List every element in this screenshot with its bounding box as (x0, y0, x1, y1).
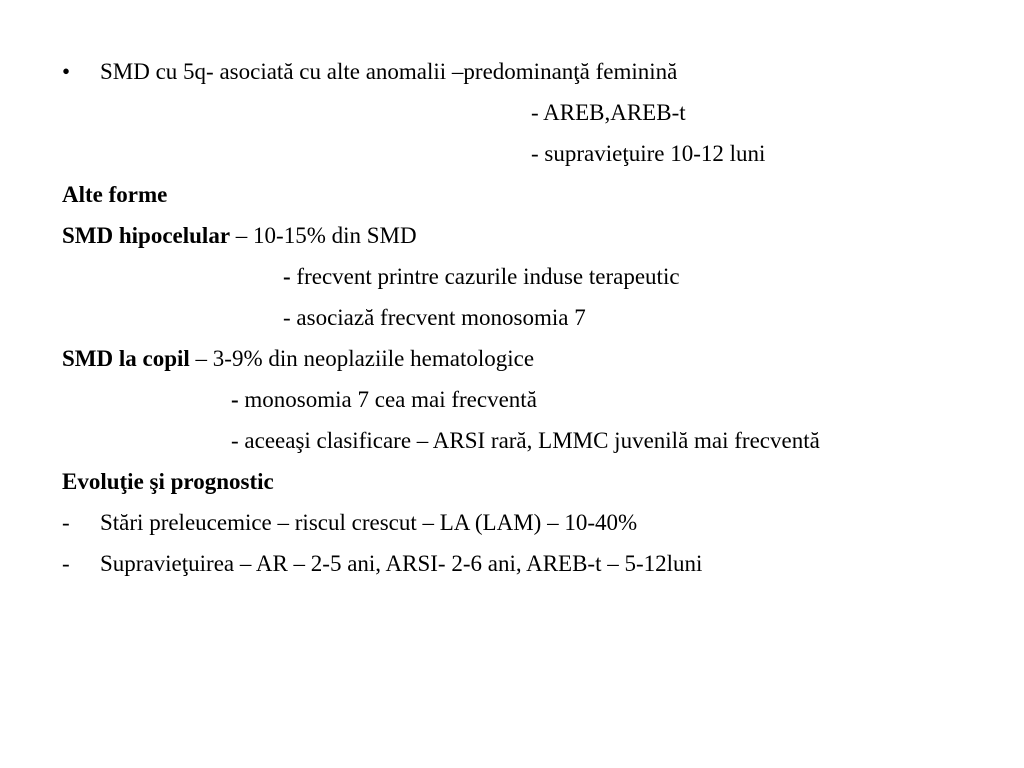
list-marker: - (62, 551, 70, 576)
sub-dash: - (231, 387, 239, 412)
smd-hipocelular-line (62, 222, 417, 250)
evolutie-item-preleukemic: Stări preleucemice – riscul crescut – LA (LAM) – 10-40% (100, 510, 638, 535)
evolutie-heading: Evoluţie şi prognostic (62, 469, 274, 494)
smd-hipocelular-sub2: - asociază frecvent monosomia 7 (283, 305, 586, 330)
smd-5q-sub-survival: - supravieţuire 10-12 luni (531, 141, 766, 166)
list-marker: - (62, 510, 70, 535)
evolutie-item-survival: Supravieţuirea – AR – 2-5 ani, ARSI- 2-6 ani, AREB-t – 5-12luni (100, 551, 703, 576)
smd-copil-sub2: - aceeaşi clasificare – ARSI rară, LMMC juvenilă mai frecventă (231, 428, 820, 453)
smd-copil-text: – 3-9% din neoplaziile hematologice (189, 346, 535, 371)
smd-hipocelular-text: – 10-15% din SMD (230, 223, 417, 248)
alte-forme-heading: Alte forme (62, 182, 168, 207)
smd-hipocelular-sub1 (283, 263, 680, 291)
smd-copil-sub1-text: monosomia 7 cea mai frecventă (238, 387, 537, 412)
smd-copil-line (62, 345, 534, 373)
smd-hipocelular-sub1-text: frecvent printre cazurile induse terapeutic (290, 264, 680, 289)
bullet-marker: • (62, 59, 71, 84)
sub-dash: - (283, 264, 291, 289)
smd-5q-text: SMD cu 5q- asociată cu alte anomalii –predominanţă feminină (100, 59, 678, 84)
smd-hipocelular-label: SMD hipocelular (62, 223, 231, 248)
smd-copil-sub1 (231, 386, 537, 414)
smd-5q-sub-areb: - AREB,AREB-t (531, 100, 686, 125)
smd-copil-label: SMD la copil (62, 346, 190, 371)
